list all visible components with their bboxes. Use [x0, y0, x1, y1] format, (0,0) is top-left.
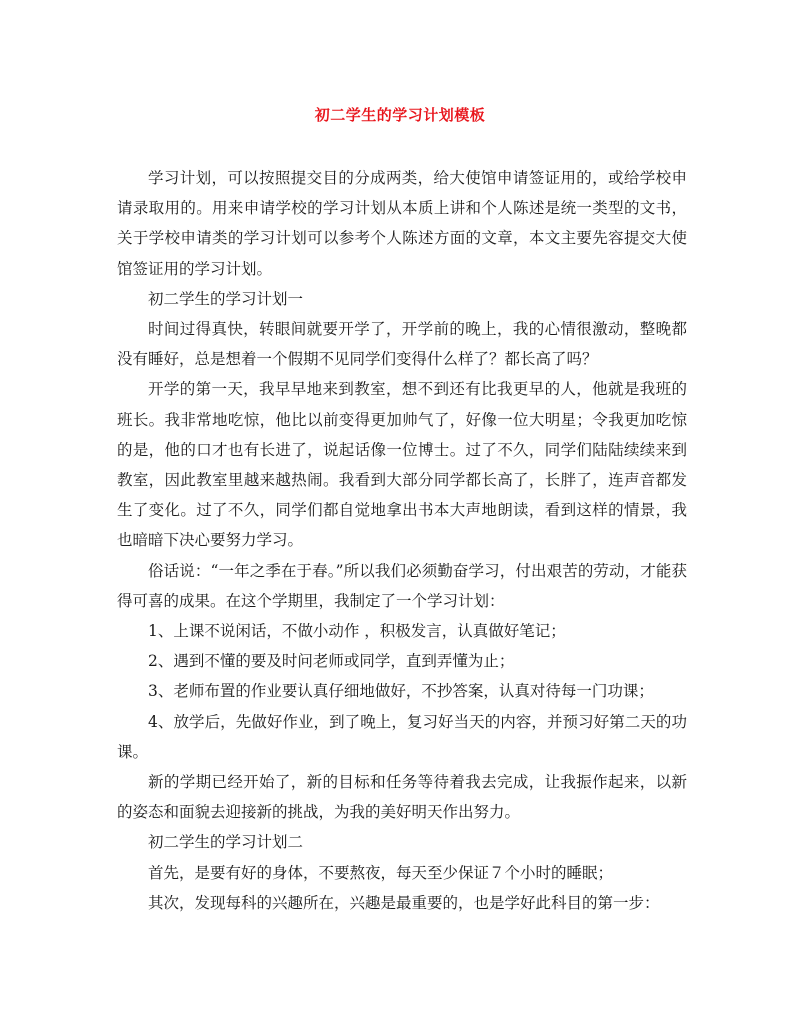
list-item: 3、老师布置的作业要认真仔细地做好，不抄答案，认真对待每一门功课； [148, 682, 654, 701]
section-heading-plan-one: 初二学生的学习计划一 [148, 289, 304, 308]
list-item: 2、遇到不懂的要及时问老师或同学，直到弄懂为止； [148, 652, 515, 671]
intro-paragraph: 学习计划，可以按照提交目的分成两类，给大使馆申请签证用的，或给学校申请录取用的。用来申请学校的学习计划从本质上讲和个人陈述是统一类型的文书，关于学校申请类的学习计划可以参考个人陈述方面的文章，本文主要先容提交大使馆签证用的学习计划。 [117, 169, 687, 278]
body-paragraph: 首先，是要有好的身体，不要熬夜，每天至少保证７个小时的睡眠； [148, 863, 614, 882]
body-paragraph: 时间过得真快，转眼间就要开学了，开学前的晚上，我的心情很激动，整晚都没有睡好，总是想着一个假期不见同学们变得什么样了？都长高了吗？ [117, 320, 687, 369]
document-body [117, 163, 687, 918]
section-heading-plan-two: 初二学生的学习计划二 [148, 833, 304, 852]
body-paragraph: 俗话说：“一年之季在于春。”所以我们必须勤奋学习，付出艰苦的劳动，才能获得可喜的成果。在这个学期里，我制定了一个学习计划： [117, 561, 687, 610]
body-paragraph: 开学的第一天，我早早地来到教室，想不到还有比我更早的人，他就是我班的班长。我非常地吃惊，他比以前变得更加帅气了，好像一位大明星；令我更加吃惊的是，他的口才也有长进了，说起话像一位博士。过了不久，同学们陆陆续续来到教室，因此教室里越来越热闹。我看到大部分同学都长高了，长胖了，连声音都发生了变化。过了不久，同学们都自觉地拿出书本大声地朗读，看到这样的情景，我也暗暗下决心要努力学习。 [117, 380, 687, 550]
list-item: 4、放学后，先做好作业，到了晚上，复习好当天的内容，并预习好第二天的功课。 [117, 712, 687, 761]
body-paragraph: 其次，发现每科的兴趣所在，兴趣是最重要的，也是学好此科目的第一步： [148, 893, 660, 912]
body-paragraph: 新的学期已经开始了，新的目标和任务等待着我去完成，让我振作起来，以新的姿态和面貌去迎接新的挑战，为我的美好明天作出努力。 [117, 773, 687, 822]
list-item: 1、上课不说闲话，不做小动作 ，积极发言，认真做好笔记； [148, 622, 566, 641]
document-title: 初二学生的学习计划模板 [314, 106, 486, 124]
